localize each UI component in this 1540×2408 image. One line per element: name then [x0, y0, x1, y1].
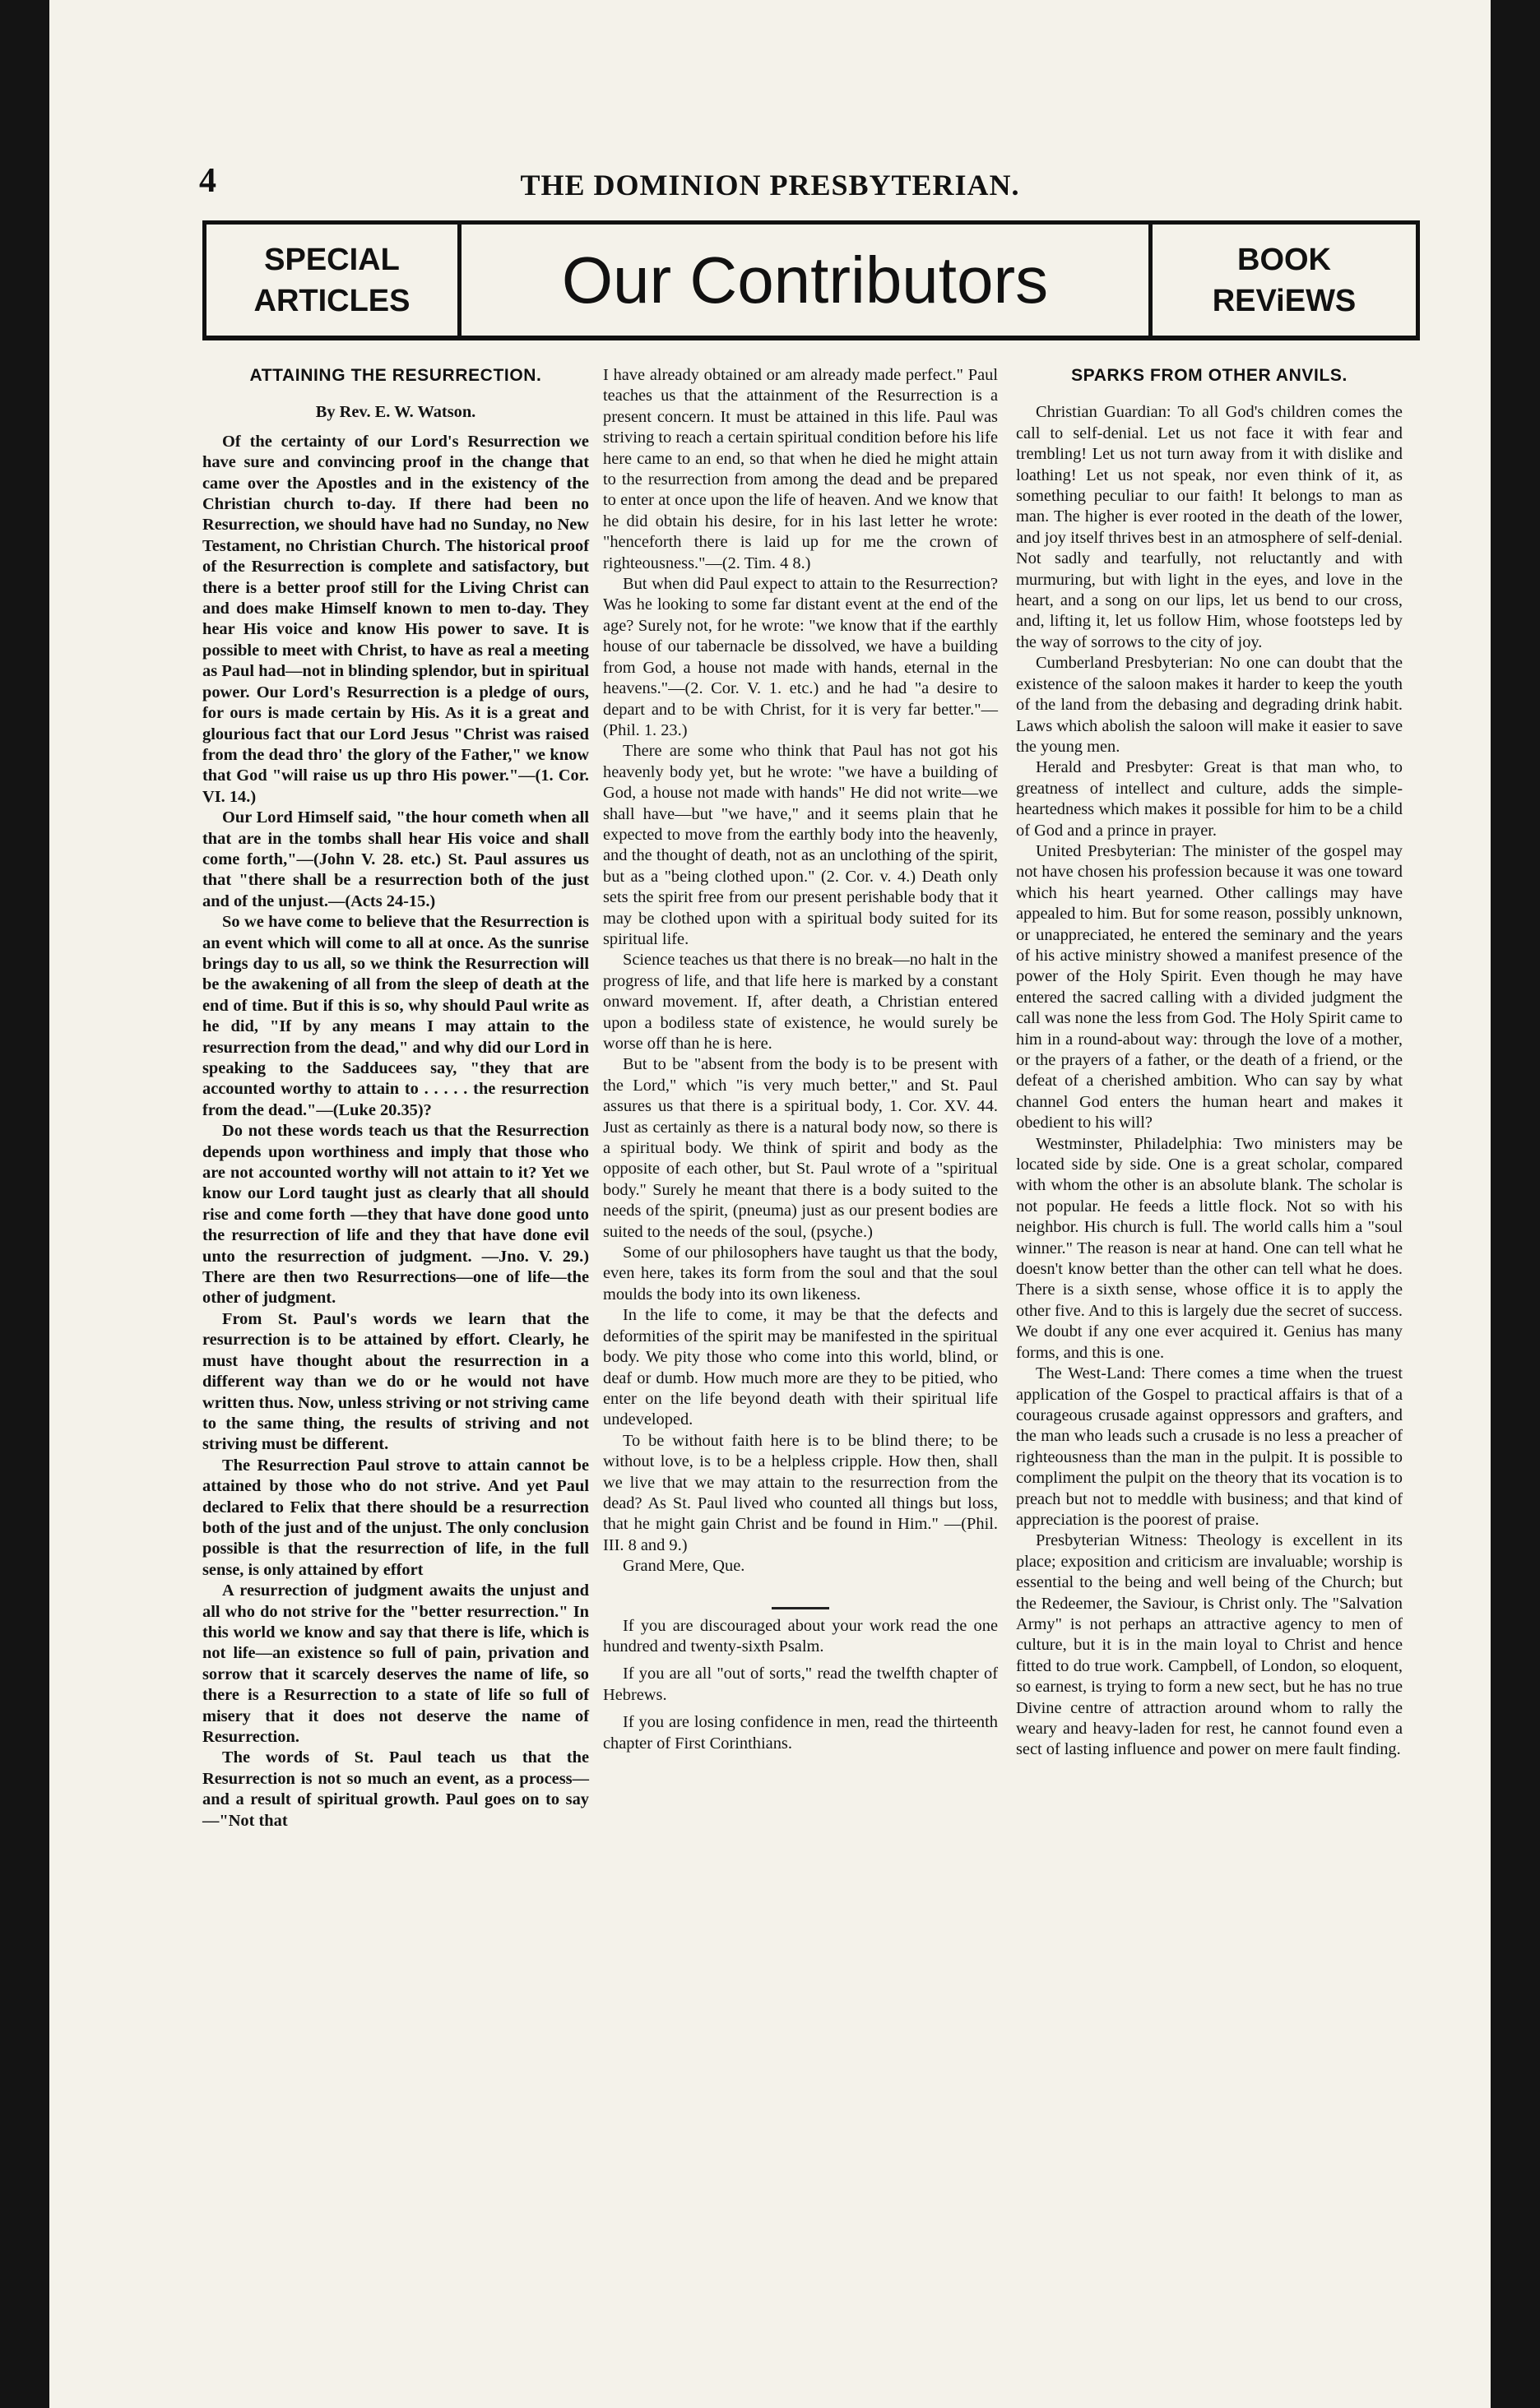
masthead-special-articles: [206, 225, 462, 336]
page-number: 4: [199, 162, 216, 200]
article-paragraph: The words of St. Paul teach us that the Resurrection is not so much an event, as a process—and a result of spiritual growth. Paul goes on to say—"Not that: [202, 1748, 589, 1830]
filler-notes: [603, 1616, 998, 1754]
sparks-title: SPARKS FROM OTHER ANVILS.: [1071, 366, 1348, 385]
article-paragraph: But when did Paul expect to attain to the Resurrection? Was he looking to some far distant event at the end of the age? Surely not, for he wrote: "we know that if the earthly house of our tabernacle be dissolved, we have a building from God, a house not made with hands, eternal in the heavens."—(2. Cor. V. 1. etc.) and he had "a desire to depart and to be with Christ, for it is very far better."—(Phil. 1. 23.): [603, 575, 998, 739]
article-paragraph: From St. Paul's words we learn that the resurrection is to be attained by effort. Clearly, he must have thought about the resurrection in a different way than we do or he would not have written thus. Now, unless striving or not striving came to the same thing, the results of striving and not striving must be different.: [202, 1309, 589, 1454]
article-paragraph: Of the certainty of our Lord's Resurrection we have sure and convincing proof in the change that came over the Apostles and in the existency of the Christian church to-day. If there had been no Resurrection, we should have had no Sunday, no New Testament, no Christian Church. The historical proof of the Resurrection is complete and satisfactory, but there is a better proof still for the Living Christ can and does make Himself known to men to-day. They hear His voice and know His power to save. It is possible to meet with Christ, to have as real a meeting as Paul had—not in blinding splendor, but in spiritual power. Our Lord's Resurrection is a pledge of ours, for ours is made certain by His. As it is a great and glourious fact that our Lord Jesus "Christ was raised from the dead thro' the glory of the Father," we know that God "will raise us up thro His power."—(1. Cor. VI. 14.): [202, 432, 589, 806]
scan-frame-right: [1491, 0, 1540, 2408]
running-head: THE DOMINION PRESBYTERIAN.: [520, 169, 1020, 201]
article-paragraph: A resurrection of judgment awaits the unjust and all who do not strive for the "better resurrection." In this world we know and say that there is life, which is not life—an existence so full of pain, privation and sorrow that it scarcely deserves the name of life, so there is a Resurrection to a state of life so full of misery that it does not deserve the name of Resurrection.: [202, 1581, 589, 1746]
filler-note: If you are discouraged about your work read the one hundred and twenty-sixth Psalm.: [603, 1616, 998, 1656]
article-byline: By Rev. E. W. Watson.: [315, 403, 476, 422]
sparks-paragraph: Christian Guardian: To all God's children comes the call to self-denial. Let us not face it with fear and trembling! Let us not turn away from it with dislike and loathing! Let us not speak, nor even think of it, as something peculiar to our faith! It belongs to man as man. The higher is ever rooted in the death of the lower, and joy itself thrives best in an atmosphere of self-denial. Not sadly and tearfully, not reluctantly and with murmuring, but with light in the eyes, and love in the heart, and a song on our lips, let us bend to our cross, and, lifting it, let us follow Him, whose footsteps led by the way of sorrows to the city of joy.: [1016, 403, 1403, 651]
article-paragraph: Do not these words teach us that the Resurrection depends upon worthiness and imply that those who are not accounted worthy will not attain to it? Yet we know our Lord taught just as clearly that all should rise and come forth —they that have done good unto the resurrection of life and they that have done evil unto the resurrection of judgment. —Jno. V. 29.) There are then two Resurrections—one of life—the other of judgment.: [202, 1122, 589, 1308]
article-paragraph: In the life to come, it may be that the defects and deformities of the spirit may be manifested in the spiritual body. We pity those who come into this world, blind, or deaf or dumb. How much more are they to be pitied, who enter on the life beyond death with their spiritual life undeveloped.: [603, 1306, 998, 1429]
scan-frame-left: [0, 0, 49, 2408]
sparks-paragraph: The West-Land: There comes a time when the truest application of the Gospel to practical affairs is that of a courageous crusade against oppressors and grafters, and the man who leads such a crusade is no less a preacher of righteousness than the man in the pulpit. It is possible to compliment the pulpit on the theory that its vocation is to preach but not to meddle with business; and that kind of appreciation is the poorest of praise.: [1016, 1364, 1403, 1529]
article-paragraph: Science teaches us that there is no break—no halt in the progress of life, and that life here is marked by a constant onward movement. If, after death, a Christian entered upon a bodiless state of existence, he would surely be worse off than he is here.: [603, 951, 998, 1053]
article-paragraph: To be without faith here is to be blind there; to be without love, is to be a helpless cripple. How then, shall we live that we may attain to the resurrection from the dead? As St. Paul lived who counted all things but loss, that he might gain Christ and be found in Him." —(Phil. III. 8 and 9.): [603, 1431, 998, 1554]
column-2: [603, 365, 998, 1754]
filler-note: If you are losing confidence in men, read the thirteenth chapter of First Corinthians.: [603, 1713, 998, 1753]
article-paragraph: So we have come to believe that the Resurrection is an event which will come to all at once. As the sunrise brings day to us all, so we think the Resurrection will be the awakening of all from the sleep of death at the end of time. But if this is so, why should Paul write as he did, "If by any means I may attain to the resurrection from the dead," and why did our Lord in speaking to the Sadducees say, "they that are accounted worthy to attain to . . . . . the resurrection from the dead."—(Luke 20.35)?: [202, 913, 589, 1119]
article-signoff: Grand Mere, Que.: [623, 1557, 745, 1576]
sparks-paragraph: Westminster, Philadelphia: Two ministers may be located side by side. One is a great scholar, compared with whom the other is an absolute blank. The scholar is not popular. He feeds a little flock. Not so with his neighbor. His church is full. The world calls him a "soul winner." The reason is near at hand. One can tell what he doesn't know better than the other can tell what he does. There is a sixth sense, whose office it is to apply the other five. And to this is largely due the secret of success. We doubt if any one ever acquired it. Genius has many forms, and this is one.: [1016, 1134, 1403, 1362]
article-paragraph: But to be "absent from the body is to be present with the Lord," which "is very much better," and St. Paul assures us that there is a spiritual body, 1. Cor. XV. 44. Just as certainly as there is a natural body now, so there is a spiritual body. We think of spirit and body as the opposite of each other, but St. Paul wrote of a "spiritual body." Surely he meant that there is a body suited to the needs of the spirit, (pneuma) just as our present bodies are suited to the needs of the soul, (psyche.): [603, 1055, 998, 1241]
column-1: [202, 365, 589, 1831]
filler-note: If you are all "out of sorts," read the twelfth chapter of Hebrews.: [603, 1665, 998, 1704]
sparks-paragraph: Herald and Presbyter: Great is that man who, to greatness of intellect and culture, adds the simple-heartedness which makes it possible for him to be a child of God and a prince in prayer.: [1016, 758, 1403, 840]
newspaper-page: [49, 0, 1491, 2408]
article-paragraph: Our Lord Himself said, "the hour cometh when all that are in the tombs shall hear His voice and shall come forth,"—(John V. 28. etc.) St. Paul assures us that "there shall be a resurrection both of the just and of the unjust.—(Acts 24-15.): [202, 808, 589, 910]
column-3: [1016, 365, 1403, 1761]
article-paragraph: The Resurrection Paul strove to attain cannot be attained by those who do not strive. And yet Paul declared to Felix that there should be a resurrection both of the just and of the unjust. The only conclusion possible is that the resurrection of life, in the full sense, is only attained by effort: [202, 1456, 589, 1579]
sparks-paragraph: Cumberland Presbyterian: No one can doubt that the existence of the saloon makes it harder to keep the youth of the land from the debasing and degrading drink habit. Laws which abolish the saloon will make it easier to save the young men.: [1016, 654, 1403, 756]
masthead-left-line1: SPECIAL: [264, 242, 400, 277]
sparks-paragraph: Presbyterian Witness: Theology is excellent in its place; exposition and criticism are invaluable; worship is essential to the being and well being of the Church; but the Redeemer, the Saviour, is Christ only. The "Salvation Army" is not perhaps an attractive agency to men of culture, but it is in the main loyal to Christ and hence fitted to do true work. Campbell, of London, so eloquent, so earnest, is trying to form a new sect, but he has no true Divine centre of attraction around whom to rally the weary and heavy-laden for rest, he cannot found even a sect of lasting influence and power on mere fault finding.: [1016, 1531, 1403, 1759]
article-paragraph: I have already obtained or am already made perfect." Paul teaches us that the attainment of the Resurrection is a present concern. It must be attained in this life. Paul was striving to reach a certain spiritual condition before his life here came to an end, so that when he died he might attain to the resurrection from among the dead and be prepared to enter at once upon the life of heaven. And we know that he did obtain his desire, for in his last letter he wrote: "henceforth there is laid up for me the crown of righteousness."—(2. Tim. 4 8.): [603, 366, 998, 572]
masthead-title: Our Contributors: [561, 243, 1049, 317]
article-paragraph: There are some who think that Paul has not got his heavenly body yet, but he wrote: "we have a building of God, a house not made with hands" He did not write—we shall have—but "we have," and it seems plain that he expected to move from the earthly body into the heavenly, and the thought of death, not as an unclothing of the spirit, but as a "being clothed upon." (2. Cor. v. 4.) Death only sets the spirit free from our present perishable body that it may be clothed upon with a spiritual body suited for its spiritual life.: [603, 742, 998, 948]
masthead-right-line2: REViEWS: [1212, 283, 1357, 318]
masthead-book-reviews: [1148, 225, 1416, 336]
article-title: ATTAINING THE RESURRECTION.: [249, 366, 542, 385]
section-divider: [772, 1607, 829, 1609]
masthead-right-line1: BOOK: [1237, 242, 1331, 277]
masthead-left-line2: ARTICLES: [253, 283, 411, 318]
section-masthead: [202, 220, 1420, 340]
article-paragraph: Some of our philosophers have taught us that the body, even here, takes its form from the soul and that the soul moulds the body into its own likeness.: [603, 1243, 998, 1304]
sparks-paragraph: United Presbyterian: The minister of the gospel may not have chosen his profession because it was one toward which his heart yearned. Other callings may have appealed to him. But for some reason, possibly unknown, or unappreciated, he entered the seminary and the years of his active ministry showed a manifest presence of the power of the Holy Spirit. Even though he may have entered the sacred calling with a divided judgment the call was none the less from God. The Holy Spirit came to him in a round-about way: through the love of a mother, or the prayers of a father, or the death of a friend, or the defeat of a cherished ambition. Who can say by what channel God enters the human heart and makes it obedient to his will?: [1016, 841, 1403, 1132]
